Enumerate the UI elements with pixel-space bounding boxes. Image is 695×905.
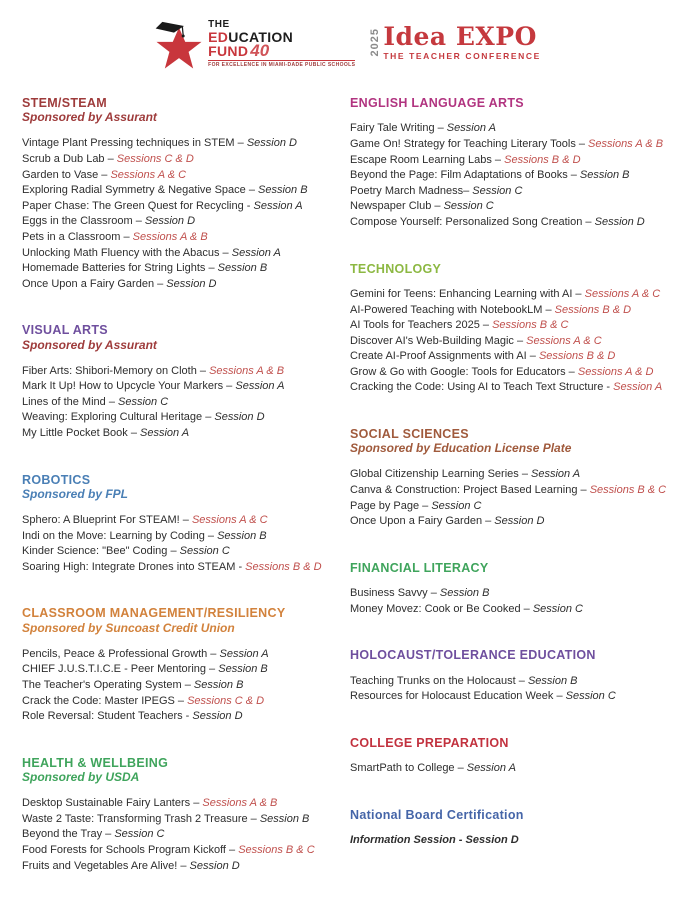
session-item-title: Kinder Science: "Bee" Coding – (22, 545, 180, 558)
session-item-title: Fiber Arts: Shibori-Memory on Cloth – (22, 364, 210, 377)
category-section (350, 808, 683, 849)
session-name: Session D (594, 215, 645, 228)
session-item-title: Fruits and Vegetables Are Alive! – (22, 859, 190, 872)
session-item-title: Paper Chase: The Green Quest for Recycling - (22, 199, 254, 212)
session-item (22, 277, 340, 293)
session-item (350, 483, 683, 499)
section-title: National Board Certification (350, 807, 524, 822)
session-name: Session A (253, 199, 303, 212)
session-item (22, 662, 340, 678)
section-title: SOCIAL SCIENCES (350, 427, 469, 442)
session-name: Sessions B & D (504, 153, 581, 166)
session-list (22, 647, 340, 725)
session-item-title: Sphero: A Blueprint For STEAM! – (22, 514, 192, 527)
session-item (22, 544, 340, 560)
category-section (350, 96, 683, 231)
session-item-title: Canva & Construction: Project Based Learning – (350, 484, 590, 497)
session-list (22, 136, 340, 292)
session-name: Session B (218, 663, 268, 676)
right-column (350, 96, 683, 905)
session-item-title: Grow & Go with Google: Tools for Educators – (350, 365, 578, 378)
session-item-title: Lines of the Mind – (22, 395, 119, 408)
session-item-title: AI-Powered Teaching with NotebookLM – (350, 303, 555, 316)
session-item-title: Mark It Up! How to Upcycle Your Markers – (22, 380, 236, 393)
session-name: Session C (443, 200, 494, 213)
session-item (22, 261, 340, 277)
session-name: Session B (527, 674, 578, 687)
session-item (350, 215, 683, 231)
session-name: Session C (472, 184, 523, 197)
sponsor-line: Sponsored by Education License Plate (350, 441, 572, 456)
session-list (22, 364, 340, 442)
session-item (350, 689, 683, 705)
session-item-title: Gemini for Teens: Enhancing Learning with AI – (350, 287, 585, 300)
session-item (350, 499, 683, 515)
session-name: Sessions A & D (577, 365, 654, 378)
session-name: Session B (217, 529, 267, 542)
session-item-title: Page by Page – (350, 499, 432, 512)
session-item (22, 379, 340, 395)
session-item (22, 395, 340, 411)
session-name: Sessions B & C (238, 843, 315, 856)
session-item (350, 602, 683, 618)
sponsor-line: Sponsored by Assurant (22, 110, 157, 125)
session-name: Sessions A & C (526, 334, 602, 347)
graduation-star-icon (154, 20, 204, 72)
session-item (22, 709, 340, 725)
session-name: Sessions C & D (187, 694, 265, 707)
session-name: Session B (259, 812, 310, 825)
session-item (350, 833, 683, 849)
session-item (350, 153, 683, 169)
section-title: STEM/STEAM (22, 96, 107, 110)
session-item (22, 843, 340, 859)
section-title: VISUAL ARTS (22, 323, 108, 338)
session-list (22, 513, 340, 575)
session-item-title: Poetry March Madness– (350, 184, 473, 197)
category-section (22, 473, 340, 576)
session-item-title: Newspaper Club – (350, 200, 444, 213)
session-item-title: Discover AI's Web-Building Magic – (350, 334, 527, 347)
session-item (22, 214, 340, 230)
session-list (350, 586, 683, 617)
session-name: Session A (446, 122, 496, 135)
session-item (350, 514, 683, 530)
session-item (350, 137, 683, 153)
session-name: Session C (179, 545, 230, 558)
logo-text-block (208, 20, 355, 72)
session-name: Session A (466, 762, 516, 775)
session-item-title: Food Forests for Schools Program Kickoff – (22, 843, 239, 856)
session-item (22, 812, 340, 828)
session-item (22, 529, 340, 545)
logo-tagline: FOR EXCELLENCE IN MIAMI-DADE PUBLIC SCHOOLS (208, 61, 356, 68)
session-name: Sessions A & C (584, 287, 661, 300)
session-item (22, 796, 340, 812)
category-section (22, 606, 340, 724)
session-item (22, 560, 340, 576)
section-title: ROBOTICS (22, 472, 91, 487)
session-name: Session A (231, 246, 281, 259)
session-item (22, 410, 340, 426)
session-item-title: CHIEF J.U.S.T.I.C.E - Peer Mentoring – (22, 663, 219, 676)
session-name: Session B (193, 678, 244, 691)
session-item (350, 674, 683, 690)
session-item-title: Garden to Vase – (22, 168, 111, 181)
session-item (350, 318, 683, 334)
session-item-title: Soaring High: Integrate Drones into STEAM - (22, 560, 246, 573)
category-section (22, 756, 340, 874)
session-item-title: Teaching Trunks on the Holocaust – (350, 674, 528, 687)
session-list (350, 674, 683, 705)
session-name: Session B (439, 587, 490, 600)
event-subtitle: THE TEACHER CONFERENCE (383, 51, 541, 61)
session-item (22, 230, 340, 246)
session-item (22, 513, 340, 529)
session-item-title: Cracking the Code: Using AI to Teach Text Structure - (350, 381, 614, 394)
session-item (350, 184, 683, 200)
session-item (350, 586, 683, 602)
session-item-title: Once Upon a Fairy Garden – (22, 277, 167, 290)
session-item (22, 827, 340, 843)
session-name: Session D (144, 215, 196, 228)
session-item-title: Unlocking Math Fluency with the Abacus – (22, 246, 232, 259)
session-list (350, 761, 683, 777)
session-item-title: Global Citizenship Learning Series – (350, 468, 531, 481)
sponsor-line: Sponsored by Suncoast Credit Union (22, 620, 235, 635)
session-item (350, 761, 683, 777)
program-content (0, 72, 695, 905)
session-name: Session C (431, 499, 482, 512)
session-item-title: Resources for Holocaust Education Week – (350, 690, 566, 703)
event-year: 2025 (369, 28, 382, 57)
category-section (22, 323, 340, 441)
session-item-title: Role Reversal: Student Teachers - (22, 710, 193, 723)
session-item-title: Information Session - (350, 834, 466, 847)
session-name: Sessions B & D (245, 560, 322, 573)
session-list (350, 467, 683, 529)
session-item-title: Vintage Plant Pressing techniques in STEM – (22, 137, 247, 150)
session-name: Session A (219, 647, 269, 660)
session-name: Session D (246, 137, 297, 150)
session-item (22, 678, 340, 694)
session-name: Session D (189, 859, 240, 872)
anniversary-40-mark: 40 (250, 41, 270, 61)
session-name: Sessions B & D (554, 303, 632, 316)
session-item-title: Scrub a Dub Lab – (22, 152, 117, 165)
session-name: Session C (532, 602, 583, 615)
session-name: Session A (613, 381, 663, 394)
session-item-title: Pencils, Peace & Professional Growth – (22, 647, 220, 660)
session-name: Session B (579, 169, 630, 182)
section-title: ENGLISH LANGUAGE ARTS (350, 96, 524, 110)
category-section (350, 561, 683, 618)
session-list (22, 796, 340, 874)
session-name: Session D (166, 277, 217, 290)
session-item-title: Exploring Radial Symmetry & Negative Space – (22, 184, 258, 197)
sponsor-line: Sponsored by USDA (22, 770, 140, 785)
session-item (22, 426, 340, 442)
session-item (22, 694, 340, 710)
education-fund-logo (154, 20, 355, 72)
session-item (22, 183, 340, 199)
logo-line-fund: FUND (208, 43, 249, 59)
logo-line-the: THE (208, 19, 230, 30)
event-logo (369, 24, 541, 61)
session-item (22, 199, 340, 215)
session-item-title: Weaving: Exploring Cultural Heritage – (22, 411, 215, 424)
session-item (350, 365, 683, 381)
session-name: Sessions A & B (132, 230, 208, 243)
session-item-title: Beyond the Tray – (22, 828, 115, 841)
session-name: Sessions A & C (191, 514, 268, 527)
session-item (350, 121, 683, 137)
session-name: Session A (140, 427, 190, 440)
session-item (350, 349, 683, 365)
session-list (350, 287, 683, 396)
session-item-title: SmartPath to College – (350, 762, 467, 775)
session-item (350, 168, 683, 184)
category-section (22, 96, 340, 292)
session-item (22, 168, 340, 184)
session-name: Sessions B & D (538, 350, 616, 363)
session-name: Session B (217, 262, 268, 275)
session-name: Sessions C & D (116, 152, 194, 165)
session-name: Sessions B & C (492, 319, 569, 332)
session-name: Session D (494, 515, 545, 528)
session-item-title: Create AI-Proof Assignments with AI – (350, 350, 539, 363)
session-name: Sessions A & B (202, 797, 278, 810)
category-section (350, 427, 683, 530)
session-name: Session B (258, 184, 308, 197)
session-list (350, 121, 683, 230)
event-title: Idea EXPO (383, 22, 537, 51)
session-name: Session D (214, 411, 265, 424)
session-item-title: Money Movez: Cook or Be Cooked – (350, 602, 533, 615)
session-item-title: Eggs in the Classroom – (22, 215, 145, 228)
session-item-title: The Teacher's Operating System – (22, 678, 194, 691)
session-item (350, 287, 683, 303)
session-item (22, 647, 340, 663)
session-item-title: Waste 2 Taste: Transforming Trash 2 Treasure – (22, 812, 260, 825)
session-item (350, 467, 683, 483)
session-item (350, 380, 683, 396)
session-name: Session C (114, 828, 165, 841)
session-item (22, 364, 340, 380)
session-item-title: AI Tools for Teachers 2025 – (350, 319, 493, 332)
session-name: Sessions A & B (209, 364, 285, 377)
session-item (22, 136, 340, 152)
session-item-title: Compose Yourself: Personalized Song Creation – (350, 215, 595, 228)
session-item-title: Desktop Sustainable Fairy Lanters – (22, 797, 203, 810)
sponsor-line: Sponsored by FPL (22, 487, 129, 502)
sponsor-line: Sponsored by Assurant (22, 337, 157, 352)
section-title: TECHNOLOGY (350, 261, 442, 276)
section-title: HEALTH & WELLBEING (22, 755, 169, 770)
session-name: Sessions B & C (589, 484, 667, 497)
session-item-title: Business Savvy – (350, 587, 440, 600)
session-item (22, 152, 340, 168)
section-title: HOLOCAUST/TOLERANCE EDUCATION (350, 648, 596, 663)
session-name: Sessions A & B (588, 137, 664, 150)
session-item-title: Fairy Tale Writing – (350, 122, 447, 135)
session-name: Sessions A & C (110, 168, 187, 181)
session-item-title: Beyond the Page: Film Adaptations of Books – (350, 169, 580, 182)
session-item-title: Game On! Strategy for Teaching Literary Tools – (350, 137, 589, 150)
page-header (0, 0, 695, 72)
session-item-title: Pets in a Classroom – (22, 230, 133, 243)
session-list (350, 833, 683, 849)
session-item (350, 199, 683, 215)
session-item (350, 334, 683, 350)
session-name: Session D (192, 710, 243, 723)
section-title: COLLEGE PREPARATION (350, 735, 509, 750)
session-name: Session A (531, 468, 581, 481)
left-column (22, 96, 340, 905)
session-item-title: Homemade Batteries for String Lights – (22, 262, 218, 275)
section-title: FINANCIAL LITERACY (350, 560, 489, 575)
session-item (22, 246, 340, 262)
session-item-title: My Little Pocket Book – (22, 427, 140, 440)
session-item-title: Escape Room Learning Labs – (350, 153, 505, 166)
session-name: Session D (465, 834, 519, 847)
category-section (350, 262, 683, 397)
section-title: CLASSROOM MANAGEMENT/RESILIENCY (22, 606, 286, 621)
session-name: Session C (118, 395, 169, 408)
category-section (350, 736, 683, 777)
session-item-title: Once Upon a Fairy Garden – (350, 515, 495, 528)
session-name: Session C (565, 690, 616, 703)
session-item-title: Indi on the Move: Learning by Coding – (22, 529, 218, 542)
session-name: Session A (235, 380, 285, 393)
category-section (350, 648, 683, 705)
session-item-title: Crack the Code: Master IPEGS – (22, 694, 188, 707)
session-item (350, 303, 683, 319)
session-item (22, 859, 340, 875)
logo-line-education: EDUCATION (208, 29, 294, 45)
